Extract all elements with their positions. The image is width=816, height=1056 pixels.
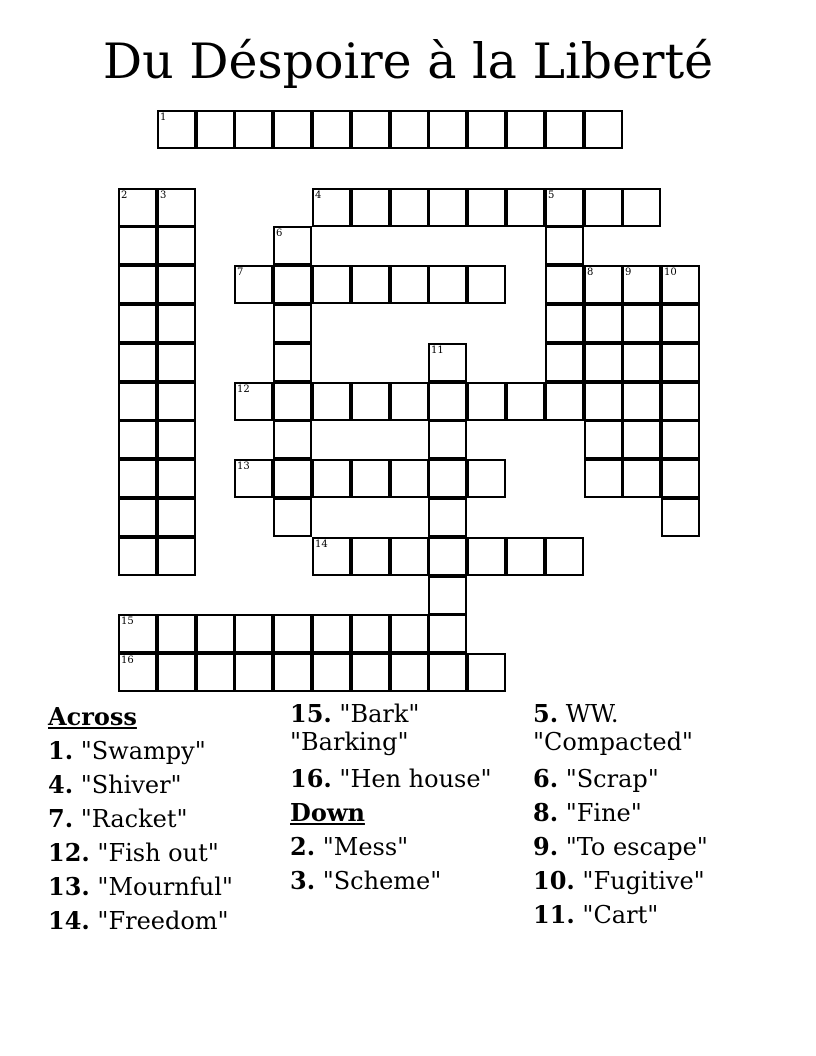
cell-number: 8 [587, 267, 594, 278]
grid-cell[interactable] [157, 110, 196, 149]
grid-cell[interactable] [118, 188, 157, 227]
grid-cell[interactable] [312, 459, 351, 498]
grid-cell[interactable] [428, 498, 467, 537]
cell-number: 13 [237, 461, 250, 472]
grid-cell[interactable] [545, 343, 584, 382]
grid-cell[interactable] [390, 653, 429, 692]
grid-cell[interactable] [312, 382, 351, 421]
grid-cell[interactable] [390, 110, 429, 149]
grid-cell[interactable] [351, 537, 390, 576]
cell-number: 11 [431, 345, 444, 356]
grid-cell[interactable] [157, 614, 196, 653]
clue-text: WW. "Compacted" [533, 700, 693, 756]
grid-cell[interactable] [157, 265, 196, 304]
grid-cell[interactable] [351, 614, 390, 653]
grid-cell[interactable] [506, 537, 545, 576]
clue-number: 1. [48, 736, 74, 765]
grid-cell[interactable] [118, 498, 157, 537]
grid-cell[interactable] [584, 420, 623, 459]
grid-cell[interactable] [467, 459, 506, 498]
clue-text: "Freedom" [97, 907, 229, 935]
grid-cell[interactable] [312, 653, 351, 692]
grid-cell[interactable] [157, 304, 196, 343]
clue-number: 13. [48, 872, 90, 901]
grid-cell[interactable] [273, 498, 312, 537]
grid-cell[interactable] [390, 382, 429, 421]
grid-cell[interactable] [390, 459, 429, 498]
grid-cell[interactable] [428, 537, 467, 576]
grid-cell[interactable] [428, 382, 467, 421]
grid-cell[interactable] [428, 420, 467, 459]
grid-cell[interactable] [661, 420, 700, 459]
grid-cell[interactable] [351, 265, 390, 304]
clue-text: "Mess" [322, 833, 409, 861]
grid-cell[interactable] [428, 343, 467, 382]
cell-number: 2 [121, 190, 128, 201]
grid-cell[interactable] [196, 110, 235, 149]
down-clue-11[interactable] [533, 898, 803, 932]
across-heading: Across [48, 702, 137, 731]
grid-cell[interactable] [196, 614, 235, 653]
down-clue-3[interactable] [290, 864, 510, 898]
grid-cell[interactable] [118, 537, 157, 576]
grid-cell[interactable] [428, 188, 467, 227]
clue-column-2 [290, 700, 510, 898]
grid-cell[interactable] [545, 188, 584, 227]
clue-number: 14. [48, 906, 90, 935]
cell-number: 16 [121, 655, 134, 666]
grid-cell[interactable] [234, 110, 273, 149]
clue-number: 4. [48, 770, 74, 799]
grid-cell[interactable] [312, 537, 351, 576]
grid-cell[interactable] [157, 653, 196, 692]
cell-number: 1 [160, 112, 167, 123]
grid-cell[interactable] [118, 226, 157, 265]
grid-cell[interactable] [390, 537, 429, 576]
grid-cell[interactable] [157, 420, 196, 459]
grid-cell[interactable] [622, 188, 661, 227]
clue-text: "Shiver" [80, 771, 182, 799]
grid-cell[interactable] [118, 382, 157, 421]
clue-number: 9. [533, 832, 559, 861]
grid-cell[interactable] [622, 304, 661, 343]
grid-cell[interactable] [584, 304, 623, 343]
cell-number: 9 [625, 267, 632, 278]
grid-cell[interactable] [545, 304, 584, 343]
grid-cell[interactable] [157, 459, 196, 498]
grid-cell[interactable] [234, 459, 273, 498]
grid-cell[interactable] [351, 459, 390, 498]
grid-cell[interactable] [661, 304, 700, 343]
grid-cell[interactable] [584, 265, 623, 304]
grid-cell[interactable] [118, 343, 157, 382]
clue-number: 10. [533, 866, 575, 895]
grid-cell[interactable] [196, 653, 235, 692]
grid-cell[interactable] [467, 382, 506, 421]
grid-cell[interactable] [273, 343, 312, 382]
grid-cell[interactable] [312, 188, 351, 227]
clue-number: 11. [533, 900, 575, 929]
grid-cell[interactable] [312, 110, 351, 149]
grid-cell[interactable] [234, 382, 273, 421]
cell-number: 5 [548, 190, 555, 201]
grid-cell[interactable] [390, 265, 429, 304]
grid-cell[interactable] [545, 537, 584, 576]
grid-cell[interactable] [467, 110, 506, 149]
clue-column-1 [48, 700, 278, 938]
grid-cell[interactable] [661, 459, 700, 498]
clue-text: "Cart" [582, 901, 659, 929]
grid-cell[interactable] [157, 498, 196, 537]
grid-cell[interactable] [273, 265, 312, 304]
grid-cell[interactable] [118, 614, 157, 653]
grid-cell[interactable] [273, 382, 312, 421]
grid-cell[interactable] [584, 110, 623, 149]
grid-cell[interactable] [545, 110, 584, 149]
grid-cell[interactable] [273, 226, 312, 265]
clue-text: "Scheme" [322, 867, 442, 895]
clue-number: 3. [290, 866, 316, 895]
grid-cell[interactable] [661, 382, 700, 421]
grid-cell[interactable] [273, 459, 312, 498]
cell-number: 3 [160, 190, 167, 201]
cell-number: 6 [276, 228, 283, 239]
clue-number: 15. [290, 699, 332, 728]
grid-cell[interactable] [351, 382, 390, 421]
grid-cell[interactable] [428, 265, 467, 304]
grid-cell[interactable] [622, 265, 661, 304]
clue-column-3 [533, 700, 803, 932]
grid-cell[interactable] [622, 459, 661, 498]
grid-cell[interactable] [234, 614, 273, 653]
cell-number: 4 [315, 190, 322, 201]
grid-cell[interactable] [428, 110, 467, 149]
clue-text: "Mournful" [97, 873, 233, 901]
cell-number: 10 [664, 267, 677, 278]
across-clue-4[interactable] [48, 768, 278, 802]
grid-cell[interactable] [118, 304, 157, 343]
grid-cell[interactable] [428, 614, 467, 653]
clue-number: 8. [533, 798, 559, 827]
cell-number: 14 [315, 539, 328, 550]
grid-cell[interactable] [467, 265, 506, 304]
grid-cell[interactable] [506, 188, 545, 227]
cell-number: 12 [237, 384, 250, 395]
cell-number: 7 [237, 267, 244, 278]
grid-cell[interactable] [273, 110, 312, 149]
clue-text: "Fugitive" [582, 867, 705, 895]
grid-cell[interactable] [545, 265, 584, 304]
grid-cell[interactable] [273, 653, 312, 692]
grid-cell[interactable] [584, 382, 623, 421]
across-clue-16[interactable] [290, 762, 510, 796]
clue-text: "Swampy" [80, 737, 206, 765]
grid-cell[interactable] [506, 110, 545, 149]
grid-cell[interactable] [157, 343, 196, 382]
puzzle-title: Du Déspoire à la Liberté [102, 33, 714, 90]
grid-cell[interactable] [157, 188, 196, 227]
grid-cell[interactable] [312, 265, 351, 304]
across-clue-14[interactable] [48, 904, 278, 938]
grid-cell[interactable] [234, 265, 273, 304]
clue-number: 6. [533, 764, 559, 793]
down-clue-2[interactable] [290, 830, 510, 864]
clue-number: 7. [48, 804, 74, 833]
grid-cell[interactable] [351, 653, 390, 692]
across-clue-1[interactable] [48, 734, 278, 768]
clue-number: 12. [48, 838, 90, 867]
grid-cell[interactable] [351, 188, 390, 227]
grid-cell[interactable] [118, 653, 157, 692]
grid-cell[interactable] [351, 110, 390, 149]
down-heading: Down [290, 798, 365, 827]
across-clue-13[interactable] [48, 870, 278, 904]
across-clue-7[interactable] [48, 802, 278, 836]
grid-cell[interactable] [118, 459, 157, 498]
grid-cell[interactable] [584, 343, 623, 382]
grid-cell[interactable] [273, 304, 312, 343]
grid-cell[interactable] [428, 576, 467, 615]
grid-cell[interactable] [584, 188, 623, 227]
down-clue-8[interactable] [533, 796, 803, 830]
grid-cell[interactable] [428, 459, 467, 498]
clue-text: "Fish out" [97, 839, 219, 867]
clue-text: "Hen house" [339, 765, 492, 793]
grid-cell[interactable] [545, 226, 584, 265]
grid-cell[interactable] [661, 498, 700, 537]
grid-cell[interactable] [390, 614, 429, 653]
down-clue-5[interactable] [533, 700, 733, 756]
grid-cell[interactable] [622, 382, 661, 421]
grid-cell[interactable] [661, 265, 700, 304]
grid-cell[interactable] [118, 265, 157, 304]
clue-text: "Scrap" [565, 765, 659, 793]
grid-cell[interactable] [118, 420, 157, 459]
across-clue-12[interactable] [48, 836, 278, 870]
grid-cell[interactable] [273, 614, 312, 653]
clue-number: 16. [290, 764, 332, 793]
down-clue-6[interactable] [533, 762, 803, 796]
grid-cell[interactable] [467, 188, 506, 227]
down-clue-9[interactable] [533, 830, 803, 864]
grid-cell[interactable] [157, 537, 196, 576]
grid-cell[interactable] [157, 382, 196, 421]
grid-cell[interactable] [390, 188, 429, 227]
grid-cell[interactable] [661, 343, 700, 382]
grid-cell[interactable] [428, 653, 467, 692]
grid-cell[interactable] [622, 343, 661, 382]
grid-cell[interactable] [506, 382, 545, 421]
across-clue-15[interactable] [290, 700, 440, 756]
clue-text: "To escape" [565, 833, 708, 861]
grid-cell[interactable] [584, 459, 623, 498]
grid-cell[interactable] [467, 537, 506, 576]
clue-number: 5. [533, 699, 559, 728]
grid-cell[interactable] [312, 614, 351, 653]
grid-cell[interactable] [622, 420, 661, 459]
grid-cell[interactable] [157, 226, 196, 265]
cell-number: 15 [121, 616, 134, 627]
grid-cell[interactable] [273, 420, 312, 459]
clue-text: "Fine" [565, 799, 642, 827]
clue-number: 2. [290, 832, 316, 861]
clue-text: "Racket" [80, 805, 188, 833]
grid-cell[interactable] [467, 653, 506, 692]
grid-cell[interactable] [234, 653, 273, 692]
clue-text: "Bark" "Barking" [290, 700, 420, 756]
grid-cell[interactable] [545, 382, 584, 421]
down-clue-10[interactable] [533, 864, 803, 898]
